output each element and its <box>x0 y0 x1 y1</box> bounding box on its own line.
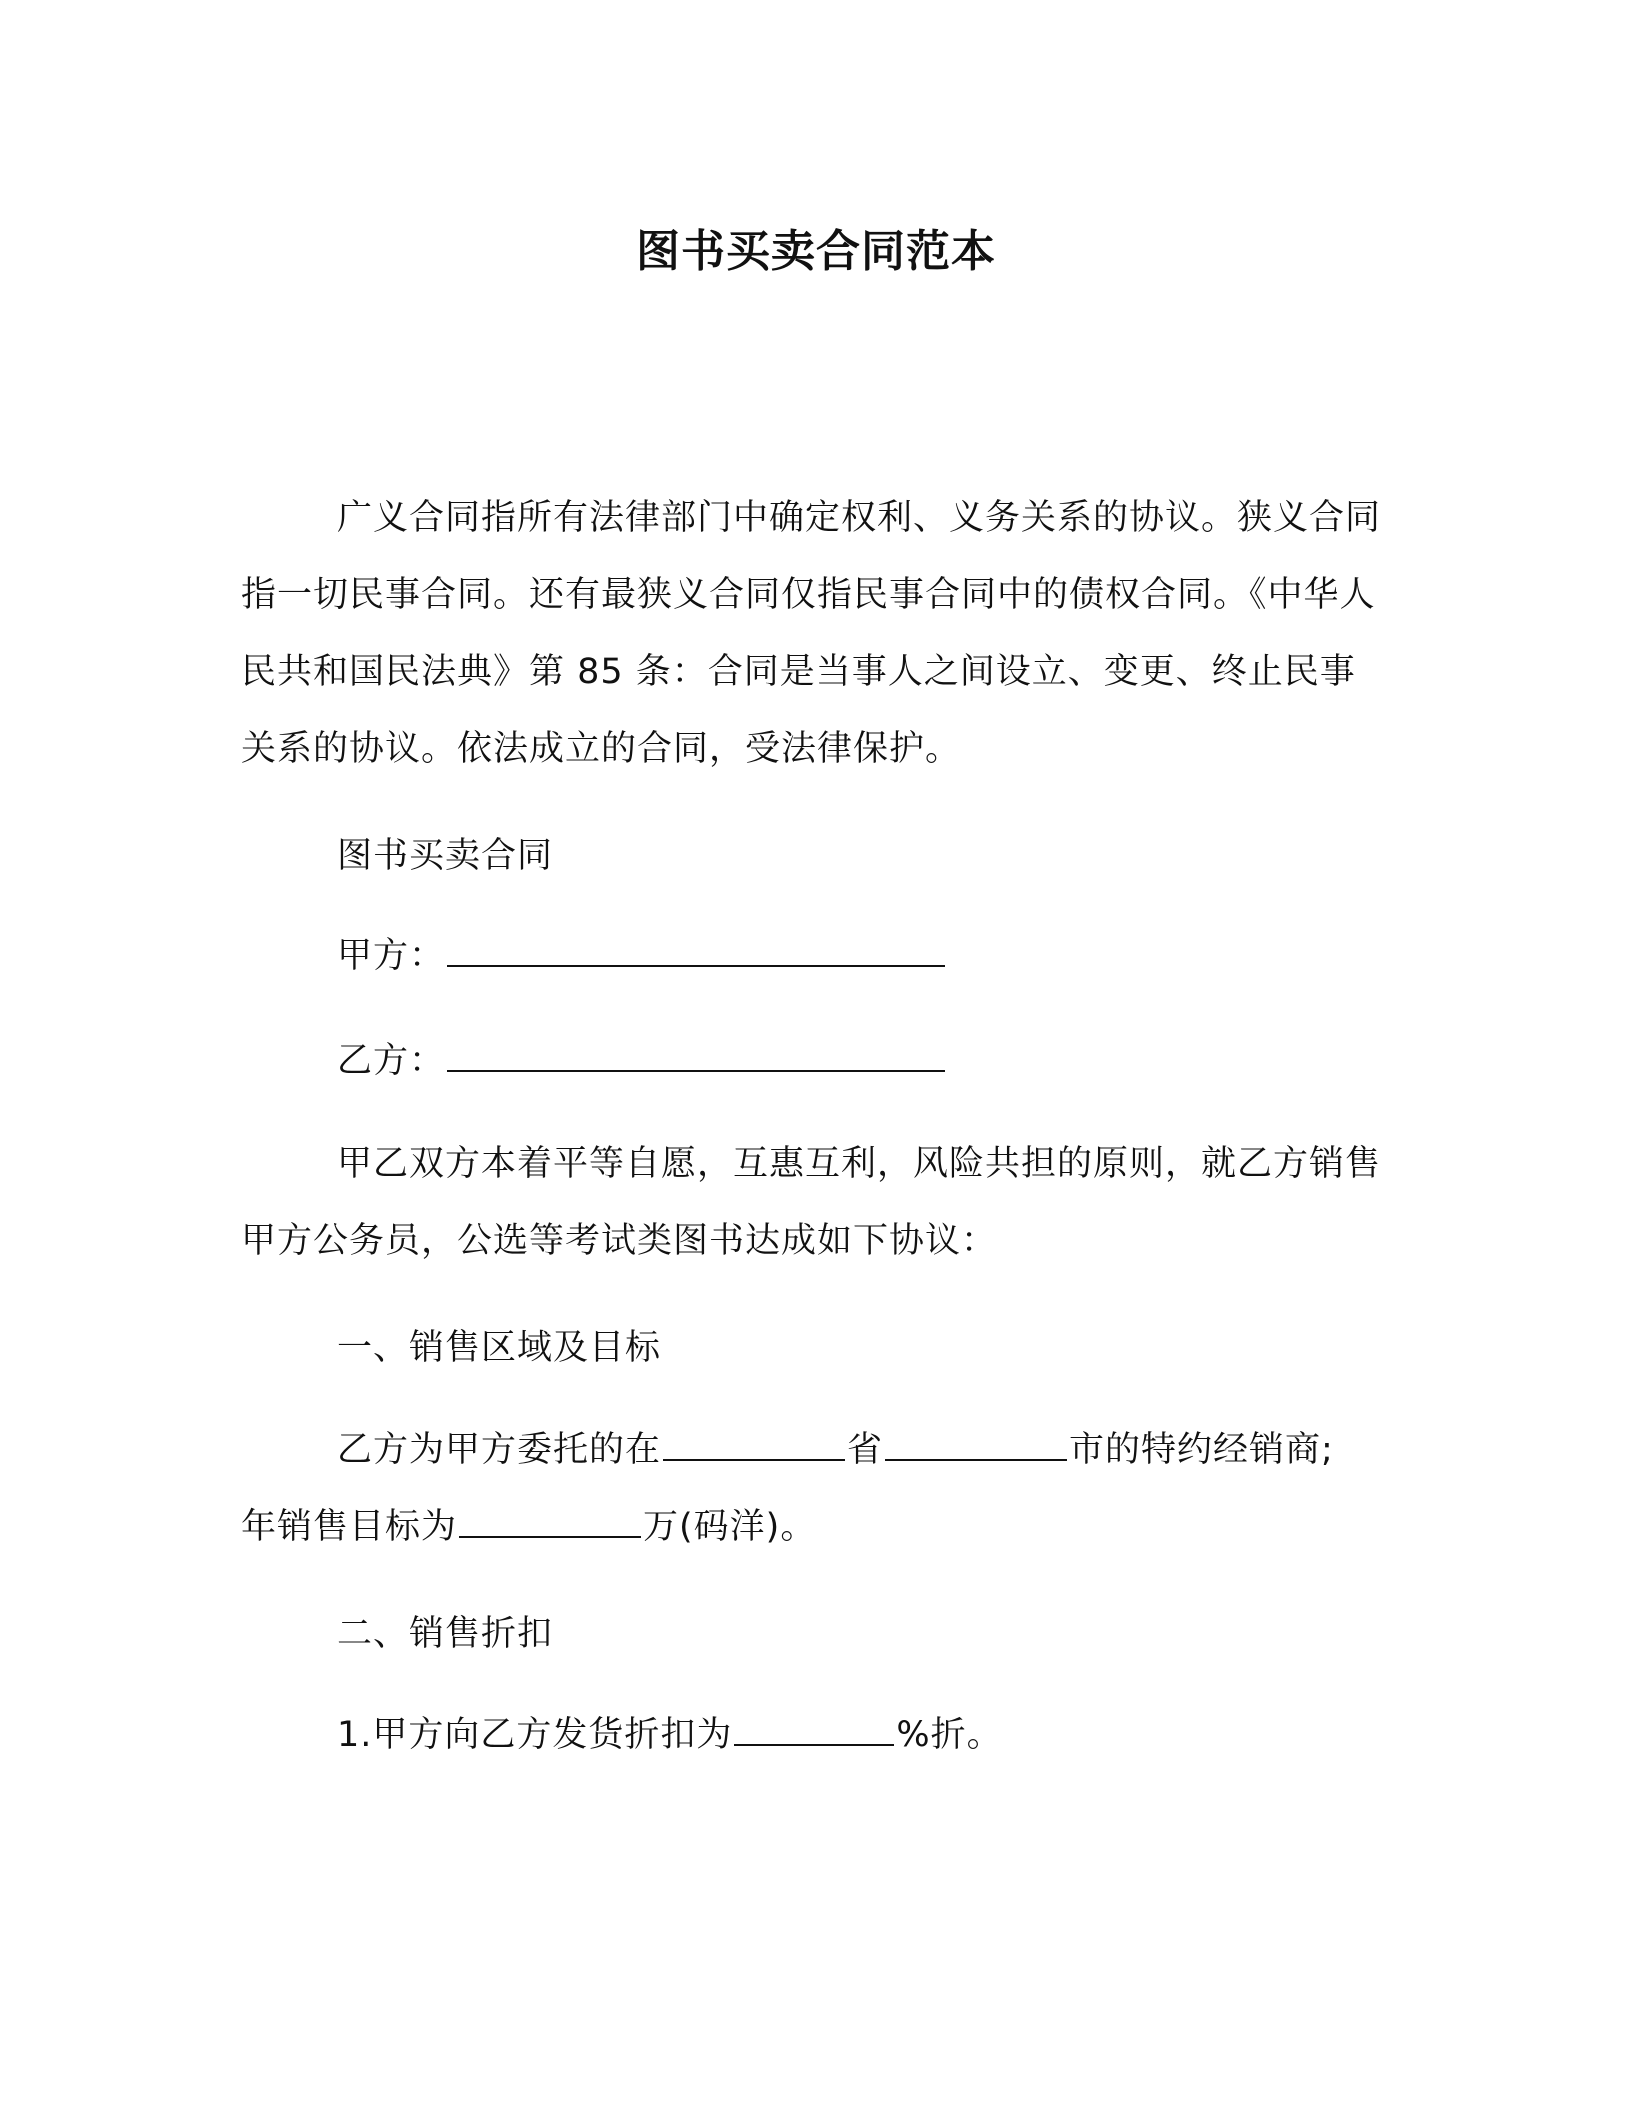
section1-text-5: 万(码洋)。 <box>643 1507 817 1547</box>
intro-paragraph-block <box>241 480 1391 788</box>
party-b-blank[interactable] <box>447 1040 945 1072</box>
section1-text-2: 省 <box>847 1430 884 1470</box>
section1-line-1 <box>337 1420 1334 1480</box>
party-a-line <box>337 926 947 986</box>
intro-paragraph: 广义合同指所有法律部门中确定权利、义务关系的协议。狭义合同指一切民事合同。还有最狭义合同仅指民事合同中的债权合同。《中华人民共和国民法典》第 85 条：合同是当事人之间设立、变更、终止民事关系的协议。依法成立的合同，受法律保护。 <box>241 498 1382 769</box>
party-b-label: 乙方： <box>337 1041 446 1081</box>
section1-text-4: 年销售目标为 <box>241 1507 458 1547</box>
discount-blank[interactable] <box>734 1714 894 1746</box>
sales-target-blank[interactable] <box>459 1506 641 1538</box>
party-a-blank[interactable] <box>447 935 945 967</box>
item1-line <box>337 1705 1003 1765</box>
party-a-label: 甲方： <box>337 936 446 976</box>
city-blank[interactable] <box>885 1429 1067 1461</box>
item1-text-1: 1.甲方向乙方发货折扣为 <box>337 1715 733 1755</box>
section1-heading: 一、销售区域及目标 <box>337 1328 662 1368</box>
province-blank[interactable] <box>663 1429 845 1461</box>
agreement-paragraph-block <box>241 1126 1391 1280</box>
party-b-line <box>337 1031 947 1091</box>
item1-text-2: %折。 <box>896 1715 1003 1755</box>
document-title: 图书买卖合同范本 <box>636 226 996 277</box>
section1-line-2 <box>241 1497 816 1557</box>
section1-text-1: 乙方为甲方委托的在 <box>337 1430 662 1470</box>
section1-text-3: 市的特约经销商; <box>1069 1430 1334 1470</box>
agreement-paragraph: 甲乙双方本着平等自愿，互惠互利，风险共担的原则，就乙方销售甲方公务员，公选等考试类图书达成如下协议： <box>241 1144 1382 1261</box>
section2-heading: 二、销售折扣 <box>337 1614 554 1654</box>
contract-heading: 图书买卖合同 <box>337 836 554 876</box>
